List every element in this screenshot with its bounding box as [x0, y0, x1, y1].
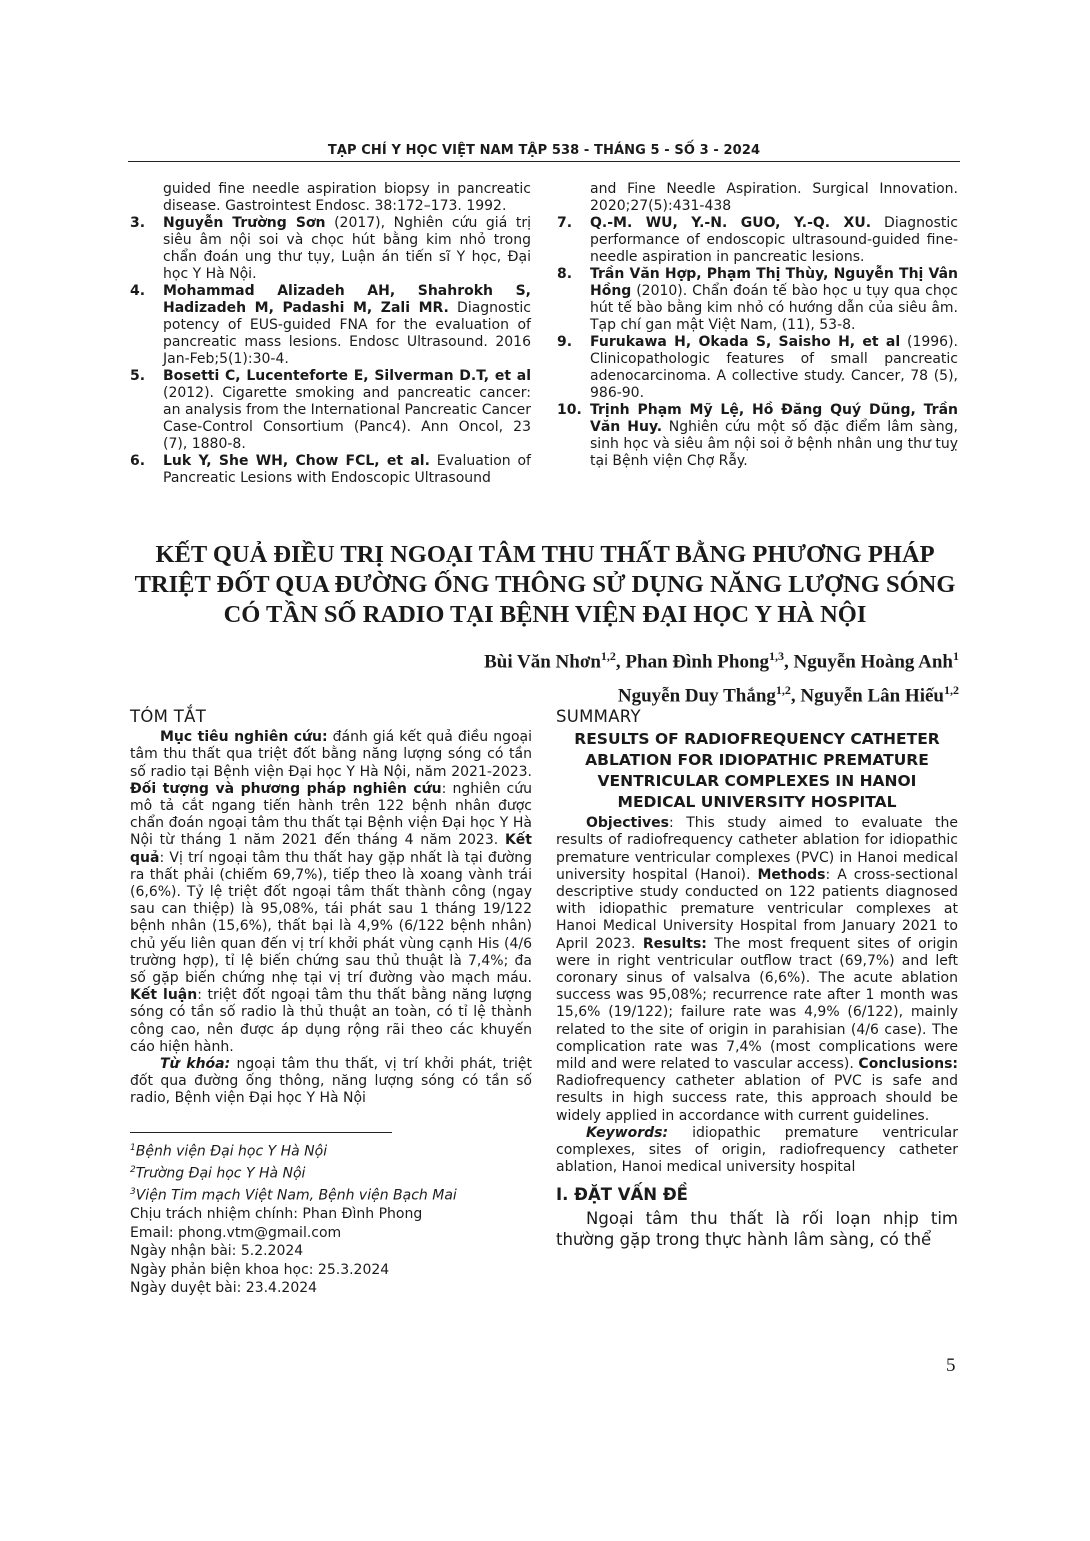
page-number: 5 [946, 1355, 956, 1376]
keywords-text: ngoại tâm thu thất, vị trí khởi phát, triệt đốt qua đường ống thông, năng lượng sóng có tần số radio, Bệnh viện Đại học Y Hà Nội [130, 1056, 532, 1107]
author-name: Nguyễn Lân Hiếu [800, 685, 944, 707]
reference-number: 6. [130, 453, 146, 469]
reference-authors: Nguyễn Trường Sơn [163, 215, 326, 231]
keywords-label: Keywords: [586, 1124, 669, 1141]
title-line: KẾT QUẢ ĐIỀU TRỊ NGOẠI TÂM THU THẤT BẰNG PHƯƠNG PHÁP [155, 541, 935, 568]
article-title [120, 540, 970, 630]
abstract-text: : nghiên cứu mô tả cắt ngang tiến hành trên 122 bệnh nhân được chẩn đoán ngoại tâm thu thất tại Bệnh viện Đại học Y Hà Nội từ tháng 1 năm 2021 đến tháng 4 năm 2023. [130, 780, 532, 849]
summary-title-line: RESULTS OF RADIOFREQUENCY CATHETER [574, 730, 940, 749]
reference-text: (2010). Chẩn đoán tế bào học u tụy qua chọc hút tế bào bằng kim nhỏ có hướng dẫn của siêu âm. Tạp chí gan mật Việt Nam, (11), 53-8. [590, 283, 958, 333]
affiliation-footnote [130, 1139, 532, 1161]
summary-text: The most frequent sites of origin were in right ventricular outflow tract (69,7%) and left coronary sinus of valsalva (6,6%). The acute ablation success was 95,08%; recurrence rate after 1 month was 15,6% (19/122); failure rate was 4,9% (6/122), mainly related to the site of origin in parahisian (4/6 case). The complication rate was 7,4% (most complications were mild and were related to vascular access). [556, 935, 958, 1073]
reference-text: Diagnostic performance of endoscopic ultrasound-guided fine-needle aspiration in pancreatic lesions. [590, 215, 958, 265]
reference-number: 10. [557, 402, 582, 418]
author-separator: , [790, 685, 801, 707]
reference-text: Diagnostic potency of EUS-guided FNA for the evaluation of pancreatic mass lesions. Endosc Ultrasound. 2016 Jan-Feb;5(1):30-4. [163, 300, 531, 367]
author-name: Nguyễn Hoàng Anh [793, 651, 953, 673]
reference-authors: Furukawa H, Okada S, Saisho H, et al [590, 334, 901, 350]
author-name: Nguyễn Duy Thắng [617, 685, 776, 707]
summary-title-line: VENTRICULAR COMPLEXES IN HANOI [597, 772, 917, 791]
title-line: CÓ TẦN SỐ RADIO TẠI BỆNH VIỆN ĐẠI HỌC Y HÀ NỘI [223, 601, 867, 628]
reference-authors: Trần Văn Hợp, Phạm Thị Thùy, Nguyễn Thị Vân Hồng [590, 266, 958, 299]
affiliation-text: Trường Đại học Y Hà Nội [135, 1165, 306, 1182]
reference-item [555, 215, 958, 266]
reference-item [128, 283, 531, 368]
reference-number: 3. [130, 215, 146, 231]
reference-text: (2017), Nghiên cứu giá trị siêu âm nội soi và chọc hút bằng kim nhỏ trong chẩn đoán ung thư tụy, Luận án tiến sĩ Y học, Đại học Y Hà Nội. [163, 215, 531, 282]
reference-authors: Q.-M. WU, Y.-N. GUO, Y.-Q. XU. [590, 215, 872, 231]
affiliation-text: Bệnh viện Đại học Y Hà Nội [135, 1143, 328, 1160]
introduction-text: Ngoại tâm thu thất là rối loạn nhịp tim thường gặp trong thực hành lâm sàng, có thể [556, 1208, 958, 1249]
author-affiliation: 1,2 [600, 649, 616, 663]
header-rule [128, 161, 960, 162]
abstract-text: đánh giá kết quả điều ngoại tâm thu thất qua triệt đốt bằng năng lượng sóng có tần số radio tại Bệnh viện Đại học Y Hà Nội, năm 2021-2023. [130, 729, 532, 780]
reference-authors: Luk Y, She WH, Chow FCL, et al. [163, 453, 430, 469]
summary-label: Results: [642, 935, 707, 952]
reference-text: Evaluation of Pancreatic Lesions with Endoscopic Ultrasound [163, 453, 531, 486]
left-column [130, 708, 532, 1298]
footnote-marker: 3 [130, 1186, 136, 1197]
summary-label: Objectives [586, 815, 669, 832]
reference-number: 7. [557, 215, 573, 231]
introduction-heading: I. ĐẶT VẤN ĐỀ [556, 1185, 688, 1205]
author-name: Bùi Văn Nhơn [484, 651, 601, 673]
author-name: Phan Đình Phong [625, 651, 770, 673]
footnotes [130, 1139, 532, 1298]
footnote-marker: 1 [130, 1142, 136, 1153]
reference-item [555, 181, 958, 215]
reference-item [128, 453, 531, 487]
keywords-label: Từ khóa: [160, 1056, 231, 1073]
keywords-vi [130, 1056, 532, 1108]
references-right-column [555, 181, 958, 470]
reference-authors: Bosetti C, Lucenteforte E, Silverman D.T, et al [163, 368, 531, 384]
email-line: Email: phong.vtm@gmail.com [130, 1224, 342, 1241]
reference-item [128, 181, 531, 215]
review-date: Ngày phản biện khoa học: 25.3.2024 [130, 1261, 390, 1278]
abstract-vi-body [130, 729, 532, 1056]
reference-item [128, 215, 531, 283]
author-line [259, 676, 959, 710]
reference-number: 5. [130, 368, 146, 384]
summary-text: : This study aimed to evaluate the results of radiofrequency catheter ablation for idiopathic premature ventricular complexes (PVC) in Hanoi medical university hospital (Hanoi). [556, 815, 958, 883]
reference-number: 8. [557, 266, 573, 282]
abstract-label: Đối tượng và phương pháp nghiên cứu [130, 780, 442, 797]
keywords-en [556, 1125, 958, 1177]
summary-title-line: MEDICAL UNIVERSITY HOSPITAL [617, 793, 897, 812]
abstract-text: : Vị trí ngoại tâm thu thất hay gặp nhất là tại đường ra thất phải (chiếm 69,7%), tiếp theo là xoang vành trái (6,6%). Tỷ lệ triệt đốt ngoại tâm thất thành công (ngay sau can thiệp) là 95,08%, tái phát sau 1 tháng 19/122 bệnh nhân (15,6%), thất bại là 4,9% (6/122 bệnh nhân) chủ yếu liên quan đến vị trí khởi phát vùng cạnh His (4/6 trường hợp), tỉ lệ biến chứng sau thủ thuật là 7,4%; đa số gặp biến chứng nhẹ tại vị trí đường vào mạch máu. [130, 849, 532, 987]
abstract-label: Kết quả [130, 832, 532, 866]
references-left-column [128, 181, 531, 487]
summary-label: Methods [757, 866, 826, 883]
reference-authors: Trịnh Phạm Mỹ Lệ, Hồ Đăng Quý Dũng, Trần Văn Huy. [590, 402, 958, 435]
author-affiliation: 1,2 [944, 683, 959, 698]
summary-label: Conclusions: [858, 1056, 958, 1073]
affiliation-footnote [130, 1183, 532, 1205]
right-column [556, 708, 958, 1250]
journal-header: TẠP CHÍ Y HỌC VIỆT NAM TẬP 538 - THÁNG 5 - SỐ 3 - 2024 [327, 143, 761, 158]
abstract-label: Kết luận [130, 987, 198, 1004]
corresponding-author: Chịu trách nhiệm chính: Phan Đình Phong [130, 1206, 423, 1223]
summary-title-line: ABLATION FOR IDIOPATHIC PREMATURE [585, 751, 929, 770]
reference-item [555, 334, 958, 402]
reference-authors: Mohammad Alizadeh AH, Shahrokh S, Hadizadeh M, Padashi M, Zali MR. [163, 283, 531, 316]
accepted-date: Ngày duyệt bài: 23.4.2024 [130, 1280, 318, 1297]
reference-text: Nghiên cứu một số đặc điểm lâm sàng, sinh học và siêu âm nội soi ở bệnh nhân ung thư tuỵ tại Bệnh viện Chợ Rẫy. [590, 419, 959, 469]
reference-item [555, 402, 958, 470]
reference-text: guided fine needle aspiration biopsy in pancreatic disease. Gastrointest Endosc. 38:172–173. 1992. [163, 181, 531, 214]
reference-number: 4. [130, 283, 146, 299]
received-date: Ngày nhận bài: 5.2.2024 [130, 1243, 304, 1260]
footnote-rule [130, 1132, 392, 1133]
reference-number: 9. [557, 334, 573, 350]
reference-item [555, 266, 958, 334]
summary-title [556, 729, 958, 813]
author-line [259, 642, 959, 676]
reference-item [128, 368, 531, 453]
affiliation-footnote [130, 1161, 532, 1183]
summary-heading: SUMMARY [556, 707, 641, 726]
abstract-vi-heading: TÓM TẮT [130, 707, 207, 726]
author-affiliation: 1 [953, 649, 959, 663]
author-affiliation: 1,2 [775, 683, 791, 698]
summary-text: : A cross-sectional descriptive study conducted on 122 patients diagnosed with idiopathic premature ventricular complexes at Hanoi Medical University Hospital from January 2021 to April 2023. [556, 866, 959, 952]
title-line: TRIỆT ĐỐT QUA ĐƯỜNG ỐNG THÔNG SỬ DỤNG NĂNG LƯỢNG SÓNG [134, 571, 956, 598]
affiliation-text: Viện Tim mạch Việt Nam, Bệnh viện Bạch Mai [135, 1187, 457, 1204]
reference-text: (1996). Clinicopathologic features of small pancreatic adenocarcinoma. A collective study. Cancer, 78 (5), 986-90. [590, 334, 959, 401]
summary-body [556, 815, 958, 1125]
summary-text: Radiofrequency catheter ablation of PVC is safe and results in high success rate, this approach should be widely applied in accordance with current guidelines. [556, 1073, 958, 1124]
author-affiliation: 1,3 [769, 649, 785, 663]
abstract-text: : triệt đốt ngoại tâm thu thất bằng năng lượng sóng có tần số radio là thủ thuật an toàn, có tỉ lệ thành công cao, nên được áp dụng rộng rãi theo các khuyến cáo hiện hành. [130, 987, 532, 1055]
abstract-label: Mục tiêu nghiên cứu: [160, 729, 328, 746]
author-list [259, 642, 959, 711]
reference-text: (2012). Cigarette smoking and pancreatic cancer: an analysis from the International Pancreatic Cancer Case-Control Consortium (Panc4). Ann Oncol, 23 (7), 1880-8. [163, 385, 531, 452]
reference-text: and Fine Needle Aspiration. Surgical Innovation. 2020;27(5):431-438 [590, 181, 958, 214]
author-separator: , [784, 651, 794, 673]
footnote-marker: 2 [130, 1164, 136, 1175]
keywords-text: idiopathic premature ventricular complexes, sites of origin, radiofrequency catheter ablation, Hanoi medical university hospital [556, 1124, 958, 1176]
author-separator: , [615, 651, 626, 673]
